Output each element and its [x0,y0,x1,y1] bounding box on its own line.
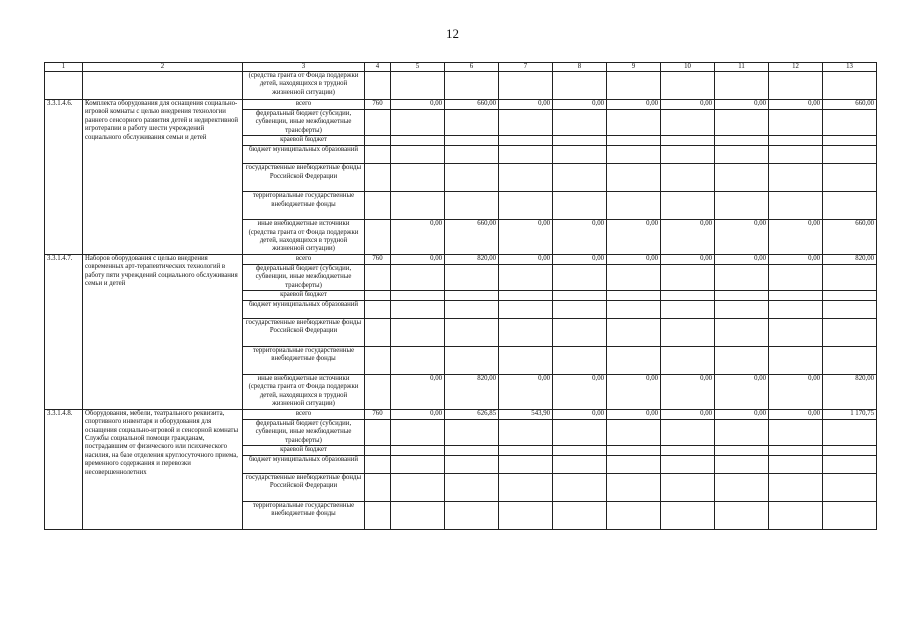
amount-cell: 0,00 [553,100,607,110]
amount-cell [607,146,661,164]
amount-cell [661,473,715,501]
amount-cell [715,301,769,319]
column-number: 12 [769,63,823,72]
amount-cell [823,136,877,146]
amount-cell: 820,00 [445,254,499,264]
amount-cell [553,445,607,455]
code-value-cell [365,347,391,375]
column-number: 11 [715,63,769,72]
column-number-row [45,63,877,72]
amount-cell [445,301,499,319]
item-code: 3.3.1.4.6. [45,100,83,255]
amount-cell [769,473,823,501]
amount-cell [661,136,715,146]
funding-source-cell: краевой бюджет [243,445,365,455]
funding-source-cell: бюджет муниципальных образований [243,146,365,164]
amount-cell: 0,00 [715,375,769,410]
item-name: Комплекта оборудования для оснащения социально-игровой комнаты с целью внедрения технологии раннего сенсорного развития детей и недирективной игротерапии в работу шести учреждений социального обслуживания семьи и детей [83,100,243,255]
amount-cell [823,501,877,529]
amount-cell [661,264,715,290]
amount-cell: 0,00 [715,220,769,255]
amount-cell [607,419,661,445]
amount-cell [391,445,445,455]
amount-cell: 660,00 [445,100,499,110]
amount-cell: 820,00 [823,375,877,410]
amount-cell [391,319,445,347]
amount-cell [607,455,661,473]
amount-cell [607,110,661,136]
amount-cell [823,291,877,301]
amount-cell [607,192,661,220]
amount-cell [607,501,661,529]
amount-cell [715,164,769,192]
amount-cell [391,301,445,319]
amount-cell [499,291,553,301]
amount-cell [553,319,607,347]
code-value-cell [365,501,391,529]
amount-cell [661,110,715,136]
amount-cell [391,419,445,445]
amount-cell [823,164,877,192]
amount-cell: 0,00 [769,409,823,419]
amount-cell: 0,00 [607,409,661,419]
code-value-cell [365,291,391,301]
amount-cell [499,192,553,220]
amount-cell [661,192,715,220]
amount-cell [391,501,445,529]
amount-cell [445,264,499,290]
amount-cell: 0,00 [553,375,607,410]
amount-cell [661,347,715,375]
amount-cell: 0,00 [769,254,823,264]
item-name: Оборудования, мебели, театрального реквизита, спортивного инвентаря и оборудования для оснащения социально-игровой и сенсорной комнаты Службы социальной помощи гражданам, пострадавшим от физического или психического насилия, на базе отделения круглосуточного приема, временного содержания и перевозки несовершеннолетних [83,409,243,529]
amount-cell [661,455,715,473]
amount-cell [391,164,445,192]
amount-cell: 0,00 [769,375,823,410]
amount-cell [769,301,823,319]
amount-cell [769,319,823,347]
amount-cell [445,136,499,146]
amount-cell [499,146,553,164]
amount-cell [445,192,499,220]
amount-cell: 660,00 [445,220,499,255]
amount-cell [553,110,607,136]
amount-cell [445,319,499,347]
funding-source-cell: краевой бюджет [243,291,365,301]
amount-cell [553,146,607,164]
amount-cell [715,192,769,220]
amount-cell [391,192,445,220]
amount-cell [445,501,499,529]
amount-cell [445,291,499,301]
amount-cell [391,291,445,301]
amount-cell [445,455,499,473]
funding-source-cell: иные внебюджетные источники (средства гранта от Фонда поддержки детей, находящихся в трудной жизненной ситуации) [243,375,365,410]
code-value-cell [365,445,391,455]
amount-cell [769,264,823,290]
amount-cell [715,501,769,529]
amount-cell: 0,00 [661,375,715,410]
amount-cell [499,473,553,501]
column-number: 2 [83,63,243,72]
funding-source-cell: федеральный бюджет (субсидии, субвенции, иные межбюджетные трансферты) [243,110,365,136]
amount-cell [823,347,877,375]
amount-cell [607,164,661,192]
amount-cell: 0,00 [769,220,823,255]
continuation-row [45,72,877,100]
amount-cell [607,264,661,290]
amount-cell [661,419,715,445]
amount-cell [769,146,823,164]
amount-cell [553,136,607,146]
amount-cell [553,419,607,445]
amount-cell [715,136,769,146]
code-value-cell [365,455,391,473]
amount-cell [769,455,823,473]
amount-cell: 0,00 [661,220,715,255]
amount-cell [715,347,769,375]
amount-cell [715,264,769,290]
code-value-cell [365,192,391,220]
funding-source-cell: территориальные государственные внебюджетные фонды [243,192,365,220]
column-number: 4 [365,63,391,72]
amount-cell [661,445,715,455]
amount-cell: 0,00 [391,100,445,110]
amount-cell [499,419,553,445]
amount-cell: 0,00 [553,254,607,264]
funding-source-cell: федеральный бюджет (субсидии, субвенции, иные межбюджетные трансферты) [243,264,365,290]
amount-cell [499,136,553,146]
amount-cell [607,319,661,347]
amount-cell [607,445,661,455]
amount-cell: 0,00 [715,409,769,419]
amount-cell [661,291,715,301]
amount-cell [715,291,769,301]
funding-source-cell: федеральный бюджет (субсидии, субвенции, иные межбюджетные трансферты) [243,419,365,445]
code-cell [45,72,83,100]
amount-cell [823,192,877,220]
amount-cell [499,301,553,319]
amount-cell [553,501,607,529]
amount-cell [391,136,445,146]
amount-cell [391,473,445,501]
amount-cell [715,473,769,501]
code-value-cell [365,319,391,347]
code-value-cell [365,264,391,290]
code-value-cell [365,419,391,445]
amount-cell: 0,00 [391,254,445,264]
amount-cell [715,319,769,347]
amount-cell: 0,00 [553,220,607,255]
amount-cell [499,319,553,347]
funding-source-cell: всего [243,100,365,110]
amount-cell [553,164,607,192]
amount-cell [553,264,607,290]
code-value-cell [365,136,391,146]
amount-cell: 660,00 [823,100,877,110]
funding-source-cell: всего [243,409,365,419]
amount-cell [445,110,499,136]
amount-cell [499,264,553,290]
amount-cell [445,419,499,445]
code-value-cell: 760 [365,100,391,110]
amount-cell [823,301,877,319]
funding-source-cell: бюджет муниципальных образований [243,301,365,319]
code-value-cell [365,473,391,501]
funding-source-cell: государственные внебюджетные фонды Российской Федерации [243,319,365,347]
funding-source-cell: (средства гранта от Фонда поддержки детей, находящихся в трудной жизненной ситуации) [243,72,365,100]
amount-cell [499,445,553,455]
amount-cell: 0,00 [661,100,715,110]
amount-cell: 0,00 [607,100,661,110]
amount-cell: 0,00 [553,409,607,419]
amount-cell [823,146,877,164]
amount-cell [553,192,607,220]
code-value-cell [365,301,391,319]
amount-cell [445,473,499,501]
amount-cell [823,419,877,445]
amount-cell [499,501,553,529]
amount-cell: 0,00 [661,409,715,419]
amount-cell [391,146,445,164]
item-name: Наборов оборудования с целью внедрения современных арт-терапевтических технологий в работу пяти учреждений социального обслуживания семьи и детей [83,254,243,409]
amount-cell [823,319,877,347]
amount-cell [769,419,823,445]
amount-cell [715,419,769,445]
name-cell [83,72,243,100]
amount-cell [391,264,445,290]
funding-source-cell: государственные внебюджетные фонды Российской Федерации [243,164,365,192]
amount-cell [823,264,877,290]
amount-cell: 820,00 [445,375,499,410]
amount-cell: 0,00 [391,409,445,419]
amount-cell: 543,90 [499,409,553,419]
amount-cell: 626,85 [445,409,499,419]
amount-cell [607,136,661,146]
amount-cell [391,110,445,136]
amount-cell [553,455,607,473]
amount-cell: 820,00 [823,254,877,264]
amount-cell [661,146,715,164]
code-value-cell [365,220,391,255]
code-value-cell [365,146,391,164]
code-value-cell: 760 [365,409,391,419]
amount-cell: 0,00 [715,254,769,264]
amount-cell [823,110,877,136]
table-row [45,100,877,110]
amount-cell: 0,00 [715,100,769,110]
funding-source-cell: государственные внебюджетные фонды Российской Федерации [243,473,365,501]
amount-cell [607,473,661,501]
amount-cell [499,164,553,192]
amount-cell [445,164,499,192]
amount-cell [769,164,823,192]
amount-cell [823,445,877,455]
item-code: 3.3.1.4.7. [45,254,83,409]
amount-cell: 0,00 [607,220,661,255]
amount-cell [769,347,823,375]
amount-cell: 0,00 [607,254,661,264]
amount-cell: 1 170,75 [823,409,877,419]
amount-cell [823,455,877,473]
amount-cell [661,319,715,347]
funding-source-cell: бюджет муниципальных образований [243,455,365,473]
amount-cell [769,445,823,455]
code-value-cell [365,375,391,410]
amount-cell: 0,00 [499,100,553,110]
column-number: 10 [661,63,715,72]
funding-source-cell: всего [243,254,365,264]
amount-cell [769,291,823,301]
amount-cell [769,110,823,136]
funding-source-cell: краевой бюджет [243,136,365,146]
amount-cell [553,291,607,301]
amount-cell: 0,00 [499,220,553,255]
amount-cell [715,146,769,164]
amount-cell [769,136,823,146]
amount-cell [715,110,769,136]
amount-cell [661,301,715,319]
amount-cell: 0,00 [769,100,823,110]
amount-cell [769,501,823,529]
amount-cell [607,347,661,375]
funding-source-cell: территориальные государственные внебюджетные фонды [243,501,365,529]
funding-source-cell: иные внебюджетные источники (средства гранта от Фонда поддержки детей, находящихся в трудной жизненной ситуации) [243,220,365,255]
amount-cell [607,301,661,319]
code-value-cell [365,164,391,192]
table-row [45,254,877,264]
amount-cell [661,164,715,192]
code-value-cell [365,110,391,136]
amount-cell [391,455,445,473]
amount-cell [499,455,553,473]
column-number: 1 [45,63,83,72]
amount-cell [499,347,553,375]
column-number: 5 [391,63,445,72]
amount-cell: 0,00 [499,375,553,410]
column-number: 7 [499,63,553,72]
amount-cell [715,445,769,455]
column-number: 3 [243,63,365,72]
amount-cell: 0,00 [661,254,715,264]
amount-cell [553,473,607,501]
amount-cell [445,146,499,164]
amount-cell: 0,00 [607,375,661,410]
amount-cell: 660,00 [823,220,877,255]
amount-cell [391,347,445,375]
budget-table [44,62,877,530]
page-number: 12 [446,26,459,41]
amount-cell [823,473,877,501]
amount-cell [769,192,823,220]
amount-cell [607,291,661,301]
amount-cell [553,347,607,375]
column-number: 8 [553,63,607,72]
amount-cell: 0,00 [391,220,445,255]
amount-cell [661,501,715,529]
amount-cell [715,455,769,473]
column-number: 6 [445,63,499,72]
amount-cell [499,110,553,136]
table-row [45,409,877,419]
amount-cell: 0,00 [391,375,445,410]
amount-cell [553,301,607,319]
column-number: 13 [823,63,877,72]
amount-cell [445,445,499,455]
item-code: 3.3.1.4.8. [45,409,83,529]
amount-cell: 0,00 [499,254,553,264]
amount-cell [445,347,499,375]
funding-source-cell: территориальные государственные внебюджетные фонды [243,347,365,375]
code-value-cell: 760 [365,254,391,264]
column-number: 9 [607,63,661,72]
